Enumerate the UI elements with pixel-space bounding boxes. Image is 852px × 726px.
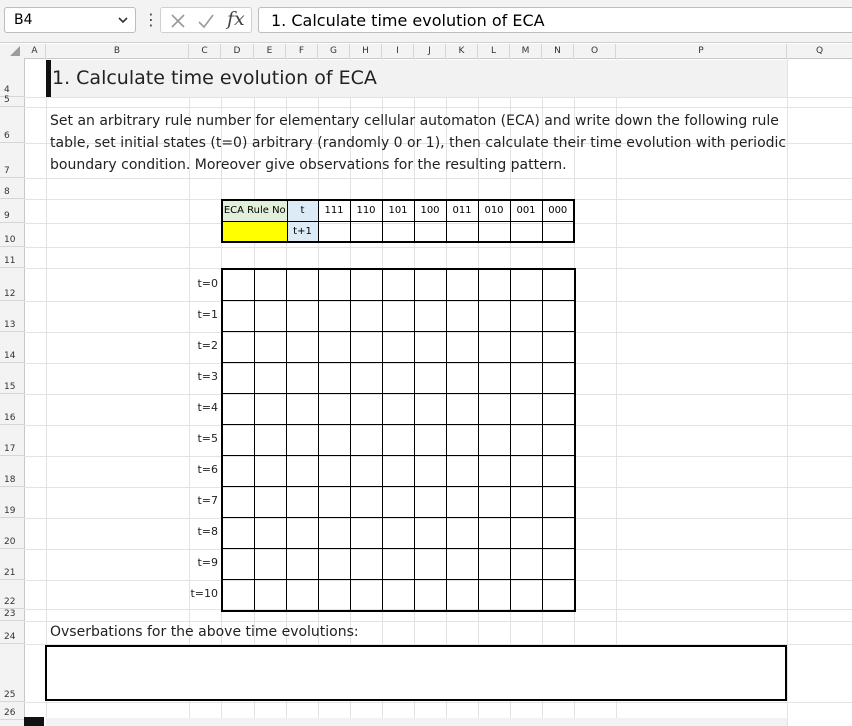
grid-cell[interactable] — [319, 332, 351, 363]
row-number: 23 — [4, 609, 16, 619]
formula-buttons — [160, 7, 252, 33]
row-number: 12 — [4, 289, 16, 299]
row-header-10[interactable] — [0, 223, 24, 247]
row-header-16[interactable] — [0, 394, 24, 425]
rule-output-cell[interactable] — [446, 221, 478, 242]
row-header-17[interactable] — [0, 425, 24, 456]
row-header-8[interactable] — [0, 178, 24, 199]
page-title: 1. Calculate time evolution of ECA — [52, 67, 377, 89]
grid-cell[interactable] — [383, 301, 415, 332]
grid-cell[interactable] — [222, 394, 255, 425]
grid-cell[interactable] — [383, 332, 415, 363]
grid-cell[interactable] — [415, 580, 447, 612]
formula-input[interactable] — [258, 7, 852, 33]
grid-cell[interactable] — [479, 394, 511, 425]
row-header-23[interactable] — [0, 609, 24, 621]
row-header-15[interactable] — [0, 363, 24, 394]
row-number: 19 — [4, 506, 16, 516]
column-header-l[interactable]: L — [478, 44, 510, 58]
grid-cell[interactable] — [351, 269, 383, 301]
grid-cell[interactable] — [479, 487, 511, 518]
name-box[interactable] — [4, 7, 136, 33]
grid-cell[interactable] — [511, 363, 543, 394]
next-section-bar — [46, 718, 787, 726]
column-header-e[interactable]: E — [254, 44, 286, 58]
grid-cell[interactable] — [351, 332, 383, 363]
column-header-c[interactable]: C — [189, 44, 221, 58]
grid-cell[interactable] — [319, 269, 351, 301]
grid-row — [222, 301, 575, 332]
grid-cell[interactable] — [222, 363, 255, 394]
time-label: t=3 — [197, 370, 218, 383]
grid-cell[interactable] — [222, 301, 255, 332]
grid-cell[interactable] — [479, 269, 511, 301]
grid-cell[interactable] — [543, 332, 576, 363]
column-header-o[interactable]: O — [574, 44, 616, 58]
grid-cell[interactable] — [383, 269, 415, 301]
grid-cell[interactable] — [351, 518, 383, 549]
grid-cell[interactable] — [319, 456, 351, 487]
row-number: 10 — [4, 235, 16, 245]
grid-cell[interactable] — [255, 549, 287, 580]
grid-cell[interactable] — [511, 580, 543, 612]
column-header-i[interactable]: I — [382, 44, 414, 58]
time-label: t=1 — [197, 308, 218, 321]
rule-output-cell[interactable] — [382, 221, 414, 242]
grid-cell[interactable] — [287, 332, 319, 363]
column-header-f[interactable]: F — [286, 44, 318, 58]
row-number: 21 — [4, 568, 16, 578]
grid-cell[interactable] — [351, 301, 383, 332]
grid-cell[interactable] — [479, 580, 511, 612]
grid-row — [222, 332, 575, 363]
column-header-k[interactable]: K — [446, 44, 478, 58]
grid-cell[interactable] — [543, 269, 576, 301]
row-header-19[interactable] — [0, 487, 24, 518]
grid-cell[interactable] — [222, 332, 255, 363]
rule-table — [221, 199, 575, 243]
grid-cell[interactable] — [222, 487, 255, 518]
grid-cell[interactable] — [319, 394, 351, 425]
row-header-7[interactable] — [0, 143, 24, 178]
time-label: t=6 — [197, 463, 218, 476]
grid-cell[interactable] — [415, 549, 447, 580]
row-number: 4 — [4, 85, 10, 95]
grid-cell[interactable] — [351, 394, 383, 425]
grid-cell[interactable] — [415, 301, 447, 332]
row-number: 8 — [4, 187, 10, 197]
row-header-24[interactable] — [0, 621, 24, 644]
grid-cell[interactable] — [287, 487, 319, 518]
row-header-12[interactable] — [0, 268, 24, 301]
row-header-column — [0, 58, 25, 726]
select-all-icon[interactable] — [0, 44, 24, 58]
grid-cell[interactable] — [543, 301, 576, 332]
row-number: 9 — [4, 211, 10, 221]
row-header-14[interactable] — [0, 332, 24, 363]
grid-cell[interactable] — [222, 425, 255, 456]
grid-cell[interactable] — [415, 518, 447, 549]
grid-cell[interactable] — [222, 269, 255, 301]
grid-cell[interactable] — [287, 363, 319, 394]
grid-cell[interactable] — [447, 549, 479, 580]
name-box-value: B4 — [14, 12, 33, 28]
row-number: 7 — [4, 166, 10, 176]
time-label: t=8 — [197, 525, 218, 538]
grid-cell[interactable] — [511, 549, 543, 580]
rule-number-input[interactable] — [222, 221, 287, 242]
grid-cell[interactable] — [255, 394, 287, 425]
column-header-q[interactable]: Q — [815, 46, 824, 56]
grid-cell[interactable] — [255, 456, 287, 487]
row-number: 26 — [4, 708, 16, 718]
grid-cell[interactable] — [415, 332, 447, 363]
title-accent-bar — [46, 60, 51, 97]
time-label: t=4 — [197, 401, 218, 414]
rule-output-cell[interactable] — [510, 221, 542, 242]
grid-cell[interactable] — [543, 363, 576, 394]
time-label: t=9 — [197, 556, 218, 569]
chevron-down-icon[interactable] — [116, 12, 130, 28]
grid-cell[interactable] — [287, 394, 319, 425]
row-number: 24 — [4, 632, 16, 642]
cancel-icon[interactable] — [169, 12, 187, 30]
grid-cell[interactable] — [351, 363, 383, 394]
grid-cell[interactable] — [511, 425, 543, 456]
enter-check-icon[interactable] — [197, 12, 215, 30]
grid-cell[interactable] — [255, 269, 287, 301]
row-number: 25 — [4, 690, 16, 700]
t-plus-1-label: t+1 — [287, 221, 318, 242]
formula-bar — [0, 0, 852, 43]
grid-cell[interactable] — [415, 425, 447, 456]
grid-cell[interactable] — [447, 456, 479, 487]
row-number: 11 — [4, 256, 16, 266]
column-header-h[interactable]: H — [350, 44, 382, 58]
grid-cell[interactable] — [319, 425, 351, 456]
grid-cell[interactable] — [479, 363, 511, 394]
grid-cell[interactable] — [543, 394, 576, 425]
row-header-9[interactable] — [0, 199, 24, 223]
t-label: t — [287, 200, 318, 221]
column-header-row — [0, 44, 852, 59]
grid-cell[interactable] — [319, 487, 351, 518]
row-number: 22 — [4, 597, 16, 607]
pattern-cell[interactable]: 100 — [414, 200, 446, 221]
time-label: t=10 — [190, 587, 218, 600]
row-header-26[interactable] — [0, 702, 24, 720]
grid-cell[interactable] — [255, 580, 287, 612]
rule-output-cell[interactable] — [318, 221, 350, 242]
grid-cell[interactable] — [543, 549, 576, 580]
row-number: 15 — [4, 382, 16, 392]
grid-cell[interactable] — [222, 518, 255, 549]
row-number: 6 — [4, 131, 10, 141]
row-header-13[interactable] — [0, 301, 24, 332]
grid-cell[interactable] — [415, 394, 447, 425]
rule-output-cell[interactable] — [478, 221, 510, 242]
grid-cell[interactable] — [415, 456, 447, 487]
observations-label: Ovserbations for the above time evolutions: — [50, 624, 359, 640]
row-header-6[interactable] — [0, 107, 24, 143]
grid-cell[interactable] — [351, 580, 383, 612]
rule-number-label: ECA Rule No — [222, 200, 287, 221]
column-header-m[interactable]: M — [510, 44, 542, 58]
grid-cell[interactable] — [415, 269, 447, 301]
more-options-icon[interactable]: ⋮ — [143, 10, 159, 29]
grid-cell[interactable] — [447, 518, 479, 549]
row-header-21[interactable] — [0, 549, 24, 580]
pattern-cell[interactable]: 001 — [510, 200, 542, 221]
grid-cell[interactable] — [287, 549, 319, 580]
row-header-5[interactable] — [0, 97, 24, 107]
sheet-area[interactable] — [24, 58, 852, 726]
rule-output-cell[interactable] — [542, 221, 574, 242]
grid-cell[interactable] — [543, 487, 576, 518]
grid-row — [222, 580, 575, 612]
grid-row — [222, 487, 575, 518]
grid-cell[interactable] — [319, 580, 351, 612]
grid-cell[interactable] — [383, 580, 415, 612]
grid-cell[interactable] — [447, 269, 479, 301]
row-header-22[interactable] — [0, 580, 24, 609]
grid-cell[interactable] — [319, 549, 351, 580]
grid-cell[interactable] — [479, 518, 511, 549]
grid-cell[interactable] — [287, 301, 319, 332]
row-number: 18 — [4, 475, 16, 485]
grid-cell[interactable] — [447, 394, 479, 425]
pattern-cell[interactable]: 000 — [542, 200, 574, 221]
grid-cell[interactable] — [511, 394, 543, 425]
row-number: 20 — [4, 537, 16, 547]
pattern-cell[interactable]: 011 — [446, 200, 478, 221]
grid-cell[interactable] — [543, 456, 576, 487]
grid-cell[interactable] — [255, 518, 287, 549]
grid-cell[interactable] — [383, 363, 415, 394]
grid-row — [222, 363, 575, 394]
grid-row — [222, 518, 575, 549]
grid-cell[interactable] — [383, 549, 415, 580]
grid-cell[interactable] — [351, 456, 383, 487]
grid-cell[interactable] — [447, 487, 479, 518]
grid-cell[interactable] — [511, 269, 543, 301]
row-number: 17 — [4, 444, 16, 454]
grid-row — [222, 456, 575, 487]
column-header-d[interactable]: D — [221, 44, 254, 58]
grid-cell[interactable] — [511, 301, 543, 332]
pattern-cell[interactable]: 111 — [318, 200, 350, 221]
time-label: t=2 — [197, 339, 218, 352]
grid-cell[interactable] — [415, 487, 447, 518]
grid-cell[interactable] — [255, 332, 287, 363]
grid-cell[interactable] — [511, 332, 543, 363]
grid-cell[interactable] — [383, 394, 415, 425]
row-header-11[interactable] — [0, 247, 24, 268]
grid-cell[interactable] — [255, 363, 287, 394]
row-number: 14 — [4, 351, 16, 361]
pattern-cell[interactable]: 110 — [350, 200, 382, 221]
evolution-grid — [221, 268, 576, 612]
row-header-18[interactable] — [0, 456, 24, 487]
time-label: t=5 — [197, 432, 218, 445]
grid-cell[interactable] — [383, 456, 415, 487]
grid-row — [222, 549, 575, 580]
grid-cell[interactable] — [319, 363, 351, 394]
grid-cell[interactable] — [447, 580, 479, 612]
row-header-4[interactable] — [0, 58, 24, 97]
rule-output-cell[interactable] — [414, 221, 446, 242]
row-header-20[interactable] — [0, 518, 24, 549]
grid-row — [222, 425, 575, 456]
row-number: 16 — [4, 413, 16, 423]
grid-cell[interactable] — [222, 549, 255, 580]
observations-input[interactable] — [45, 645, 787, 701]
column-header-n[interactable]: N — [542, 44, 574, 58]
grid-cell[interactable] — [543, 580, 576, 612]
next-section-accent — [24, 717, 44, 726]
grid-cell[interactable] — [222, 456, 255, 487]
grid-cell[interactable] — [383, 518, 415, 549]
grid-cell[interactable] — [383, 487, 415, 518]
grid-cell[interactable] — [287, 456, 319, 487]
grid-cell[interactable] — [511, 487, 543, 518]
grid-row — [222, 269, 575, 301]
grid-cell[interactable] — [447, 425, 479, 456]
column-header-b[interactable]: B — [46, 44, 189, 58]
grid-cell[interactable] — [447, 332, 479, 363]
pattern-cell[interactable]: 101 — [382, 200, 414, 221]
grid-cell[interactable] — [479, 456, 511, 487]
grid-cell[interactable] — [511, 456, 543, 487]
grid-cell[interactable] — [415, 363, 447, 394]
grid-cell[interactable] — [351, 549, 383, 580]
description-text: Set an arbitrary rule number for elementary cellular automaton (ECA) and write down the following rule table, set initial states (t=0) arbitrary (randomly 0 or 1), then calculate their time evolution with periodic boundary condition. Moreover give observations for the resulting pattern. — [50, 113, 787, 173]
grid-cell[interactable] — [351, 487, 383, 518]
column-header-j[interactable]: J — [414, 44, 446, 58]
column-header-a[interactable]: A — [24, 44, 46, 58]
grid-cell[interactable] — [287, 269, 319, 301]
grid-cell[interactable] — [319, 518, 351, 549]
column-header-g[interactable]: G — [318, 44, 350, 58]
grid-cell[interactable] — [383, 425, 415, 456]
row-header-25[interactable] — [0, 644, 24, 702]
time-label: t=0 — [197, 277, 218, 290]
grid-cell[interactable] — [479, 332, 511, 363]
grid-cell[interactable] — [479, 549, 511, 580]
rule-output-cell[interactable] — [350, 221, 382, 242]
formula-text: 1. Calculate time evolution of ECA — [271, 11, 545, 30]
grid-cell[interactable] — [255, 487, 287, 518]
pattern-cell[interactable]: 010 — [478, 200, 510, 221]
fx-icon[interactable]: fx — [227, 8, 245, 30]
grid-cell[interactable] — [255, 301, 287, 332]
grid-cell[interactable] — [511, 518, 543, 549]
column-header-p[interactable]: P — [616, 44, 787, 58]
grid-cell[interactable] — [287, 518, 319, 549]
row-number: 13 — [4, 320, 16, 330]
grid-cell[interactable] — [479, 425, 511, 456]
grid-row — [222, 394, 575, 425]
grid-cell[interactable] — [222, 580, 255, 612]
grid-cell[interactable] — [543, 518, 576, 549]
grid-cell[interactable] — [447, 301, 479, 332]
grid-cell[interactable] — [447, 363, 479, 394]
grid-cell[interactable] — [287, 425, 319, 456]
grid-cell[interactable] — [255, 425, 287, 456]
row-number: 5 — [4, 95, 10, 105]
grid-cell[interactable] — [543, 425, 576, 456]
grid-cell[interactable] — [479, 301, 511, 332]
grid-cell[interactable] — [319, 301, 351, 332]
time-label: t=7 — [197, 494, 218, 507]
grid-cell[interactable] — [287, 580, 319, 612]
grid-cell[interactable] — [351, 425, 383, 456]
